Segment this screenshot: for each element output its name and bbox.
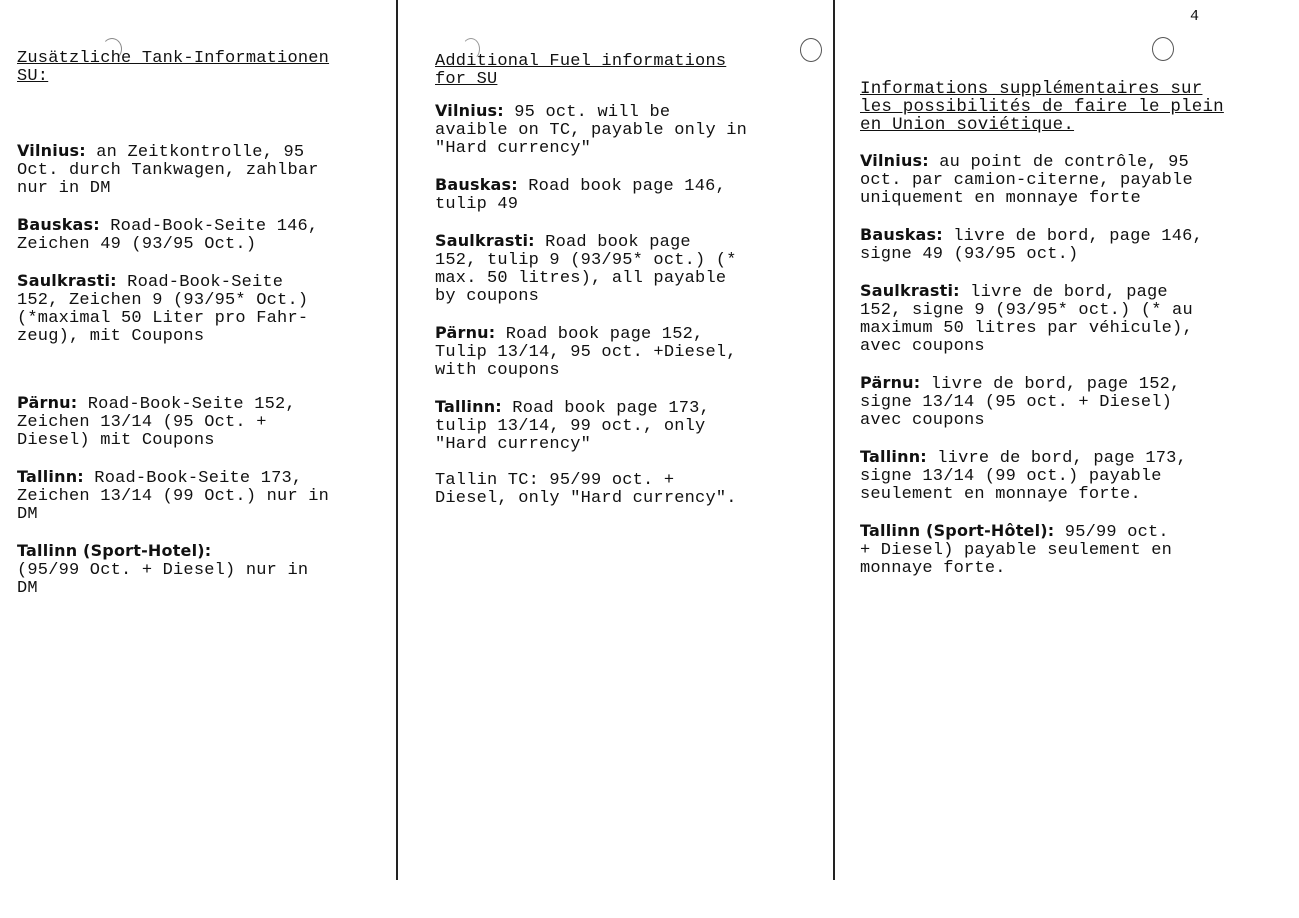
column-heading: Zusätzliche Tank-Informationen SU: — [17, 49, 330, 86]
entry-label: Bauskas: — [17, 215, 100, 234]
entry-text: Tallin TC: 95/99 oct. + Diesel, only "Hard currency". — [435, 471, 737, 508]
fuel-entry — [17, 216, 389, 254]
entry-label: Vilnius: — [17, 141, 86, 160]
entry-text: livre de bord, page 152, signe 13/14 (95 oct. + Diesel) avec coupons — [860, 375, 1181, 430]
entry-label: Bauskas: — [860, 225, 943, 244]
entry-label: Tallinn (Sport-Hôtel): — [860, 521, 1055, 540]
entry-label: Vilnius: — [860, 151, 929, 170]
entry-label: Saulkrasti: — [17, 271, 117, 290]
fuel-entry — [435, 232, 827, 306]
entry-text: Road book page 152, tulip 9 (93/95* oct.) (* max. 50 litres), all payable by coupons — [435, 233, 737, 306]
fuel-entry — [860, 226, 1290, 264]
column-german — [17, 50, 389, 616]
punch-hole — [1152, 37, 1174, 61]
entry-text: Road-Book-Seite 152, Zeichen 9 (93/95* Oct.) (*maximal 50 Liter pro Fahr- zeug), mit Coupons — [17, 273, 309, 346]
fuel-entry — [860, 282, 1290, 356]
fuel-entry — [17, 272, 389, 346]
column-english — [435, 53, 827, 526]
fuel-entry — [17, 468, 389, 524]
entry-text: Road-Book-Seite 146, Zeichen 49 (93/95 Oct.) — [17, 217, 319, 254]
entry-text: 95/99 oct. + Diesel) payable seulement en monnaye forte. — [860, 523, 1173, 578]
fuel-entry — [17, 542, 389, 598]
entry-text: Road-Book-Seite 173, Zeichen 13/14 (99 Oct.) nur in DM — [17, 469, 330, 524]
entry-text: au point de contrôle, 95 oct. par camion-citerne, payable uniquement en monnaye forte — [860, 153, 1193, 208]
column-heading: Informations supplémentaires sur les possibilités de faire le plein en Union soviétique. — [860, 79, 1224, 135]
column-heading: Additional Fuel informations for SU — [435, 52, 727, 89]
fuel-entry — [435, 398, 827, 454]
entry-text: livre de bord, page 152, signe 9 (93/95* oct.) (* au maximum 50 litres par véhicule), avec coupons — [860, 283, 1193, 356]
entry-label: Vilnius: — [435, 101, 504, 120]
entry-label: Tallinn: — [17, 467, 84, 486]
column-divider-right — [833, 0, 835, 880]
entry-text: 95 oct. will be avaible on TC, payable only in "Hard currency" — [435, 103, 748, 158]
fuel-entry — [435, 102, 827, 158]
entry-text: Road book page 152, Tulip 13/14, 95 oct. +Diesel, with coupons — [435, 325, 737, 380]
fuel-entry — [435, 472, 827, 508]
entry-text: (95/99 Oct. + Diesel) nur in DM — [17, 561, 309, 598]
fuel-entry — [860, 448, 1290, 504]
entry-label: Bauskas: — [435, 175, 518, 194]
fuel-entry — [435, 324, 827, 380]
entry-label: Tallinn: — [860, 447, 927, 466]
column-french — [860, 80, 1290, 596]
entry-label: Tallinn (Sport-Hotel): — [17, 541, 212, 560]
fuel-entry — [17, 142, 389, 198]
entry-label: Pärnu: — [17, 393, 78, 412]
entry-text: Road book page 146, tulip 49 — [435, 177, 726, 214]
entry-label: Pärnu: — [435, 323, 496, 342]
fuel-entry — [860, 522, 1290, 578]
page-number: 4 — [1190, 8, 1200, 25]
column-divider-left — [396, 0, 398, 880]
entry-label: Saulkrasti: — [860, 281, 960, 300]
entry-text: livre de bord, page 146, signe 49 (93/95 oct.) — [860, 227, 1203, 264]
entry-text: an Zeitkontrolle, 95 Oct. durch Tankwagen, zahlbar nur in DM — [17, 143, 319, 198]
entry-label: Saulkrasti: — [435, 231, 535, 250]
entry-label: Tallinn: — [435, 397, 502, 416]
entry-text: Road-Book-Seite 152, Zeichen 13/14 (95 Oct. + Diesel) mit Coupons — [17, 395, 296, 450]
fuel-entry — [435, 176, 827, 214]
entry-text: livre de bord, page 173, signe 13/14 (99 oct.) payable seulement en monnaye forte. — [860, 449, 1187, 504]
entry-label: Pärnu: — [860, 373, 921, 392]
fuel-entry — [860, 152, 1290, 208]
fuel-entry — [17, 394, 389, 450]
entry-text: Road book page 173, tulip 13/14, 99 oct., only "Hard currency" — [435, 399, 710, 454]
fuel-entry — [860, 374, 1290, 430]
